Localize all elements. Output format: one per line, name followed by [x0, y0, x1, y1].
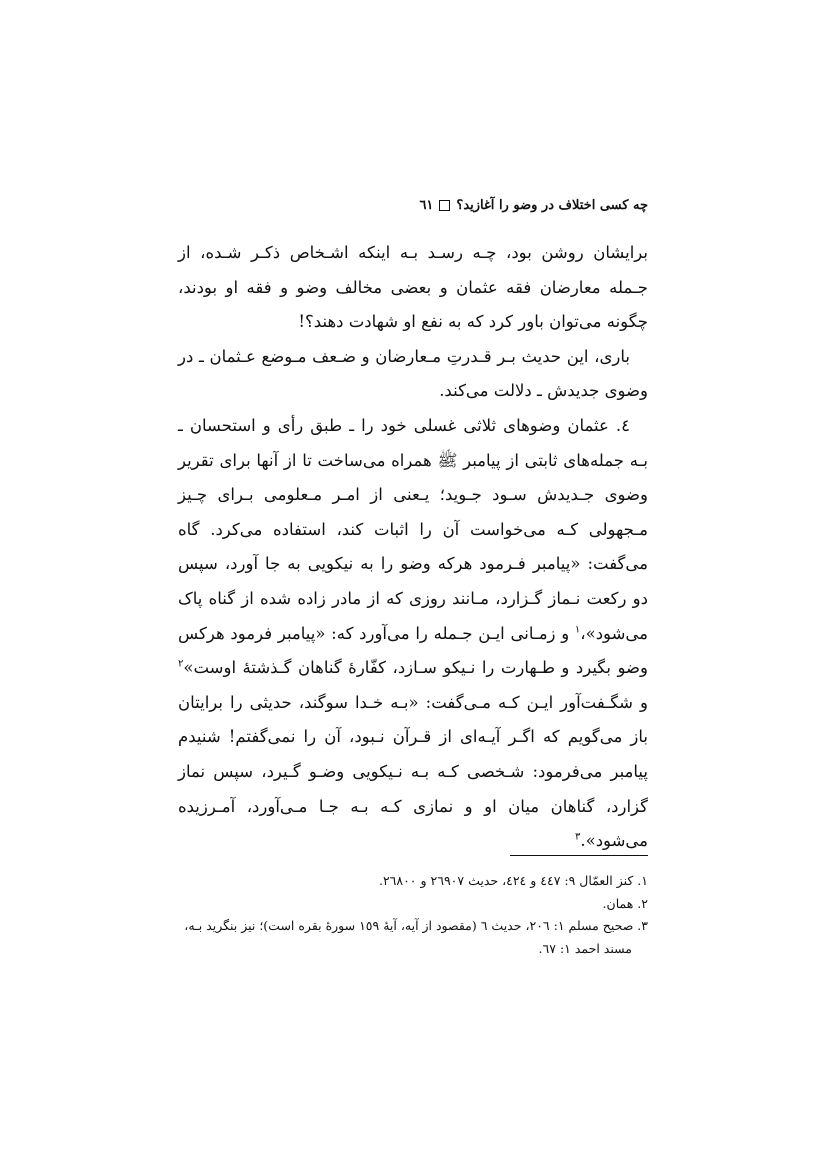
- footnote-2: ٢. همان.: [602, 895, 648, 911]
- paragraph-2: باری، این حدیث بـر قـدرتِ مـعارضان و ضـعف مـوضع عـثمان ـ در وضوی جدیدش ـ دلالت می‌کند.: [178, 346, 648, 401]
- square-separator-icon: [439, 200, 450, 211]
- footnote-ref-1: ١: [574, 624, 581, 636]
- footnotes: [178, 870, 648, 960]
- page-number: ٦١: [419, 198, 434, 213]
- header-title: چه کسی اختلاف در وضو را آغازید؟: [456, 198, 648, 213]
- footnote-3-continuation: مسند احمد ١: ٦٧.: [538, 940, 632, 956]
- paragraph-3-part-1: ٤. عثمان وضوهای ثلاثی غسلی خود را ـ طبق رأی و استحسان ـ بـه جمله‌های ثابتی از پیامبر ﷺ همراه می‌ساخت تا از آنها برای تقریر وضوی جـدیدش سـود جـوید؛ یـعنی از امـر مـعلومی بـرای چـیز مـجهولی کـه می‌خواست آن را اثبات کند، استفاده می‌کرد. گاه می‌گفت: «پیامبر فـرمود هرکه وضو را به نیکویی به جا آورد، سپس دو رکعت نـماز گـزارد، مـانند روزی که از مادر زاده شده از گناه پاک می‌شود»،: [178, 415, 648, 643]
- footnote-divider: [510, 855, 648, 856]
- body-text: [178, 236, 648, 859]
- footnote-ref-2: ٢: [178, 658, 184, 670]
- running-header: [178, 196, 648, 216]
- paragraph-3-part-3: و شگـفت‌آور ایـن کـه مـی‌گفت: «بـه خـدا سوگند، حدیثی را برایتان باز می‌گویم که اگـر آیـه‌ای از قـرآن نـبود، آن را نمی‌گفتم! شنیدم پیامبر می‌فرمود: شـخصی کـه بـه نـیکویی وضـو گـیرد، سپس نماز گزارد، گناهان میان او و نمازی کـه بـه جـا مـی‌آورد، آمـرزیده می‌شود».: [178, 692, 648, 851]
- paragraph-3: [178, 409, 648, 859]
- paragraph-1: برایشان روشن بود، چـه رسـد بـه اینکه اشـخاص ذکـر شـده، از جـمله معارضان فقه عثمان و بعضی مخالف وضو و فقه او بودند، چگونه می‌توان باور کرد که به نفع او شهادت دهند؟!: [178, 243, 648, 332]
- paragraph-3-part-2: و زمـانی ایـن جـمله را می‌آورد که: «پیامبر فرمود هرکس وضو بگیرد و طـهارت را نـیکو سـازد، کفّارهٔ گناهان گـذشتهٔ اوست»: [178, 623, 648, 678]
- footnote-1: ١. کنز العمّال ٩: ٤٤٧ و ٤٢٤، حدیث ٢٦٩٠٧ و ٢٦٨٠٠.: [378, 873, 648, 888]
- footnote-3: ٣. صحیح مسلم ١: ٢٠٦، حدیث ٦ (مقصود از آیه، آیهٔ ١٥٩ سورهٔ بقره است)؛ نیز بنگرید بـه،: [184, 918, 648, 933]
- footnote-ref-3: ٣: [574, 831, 581, 843]
